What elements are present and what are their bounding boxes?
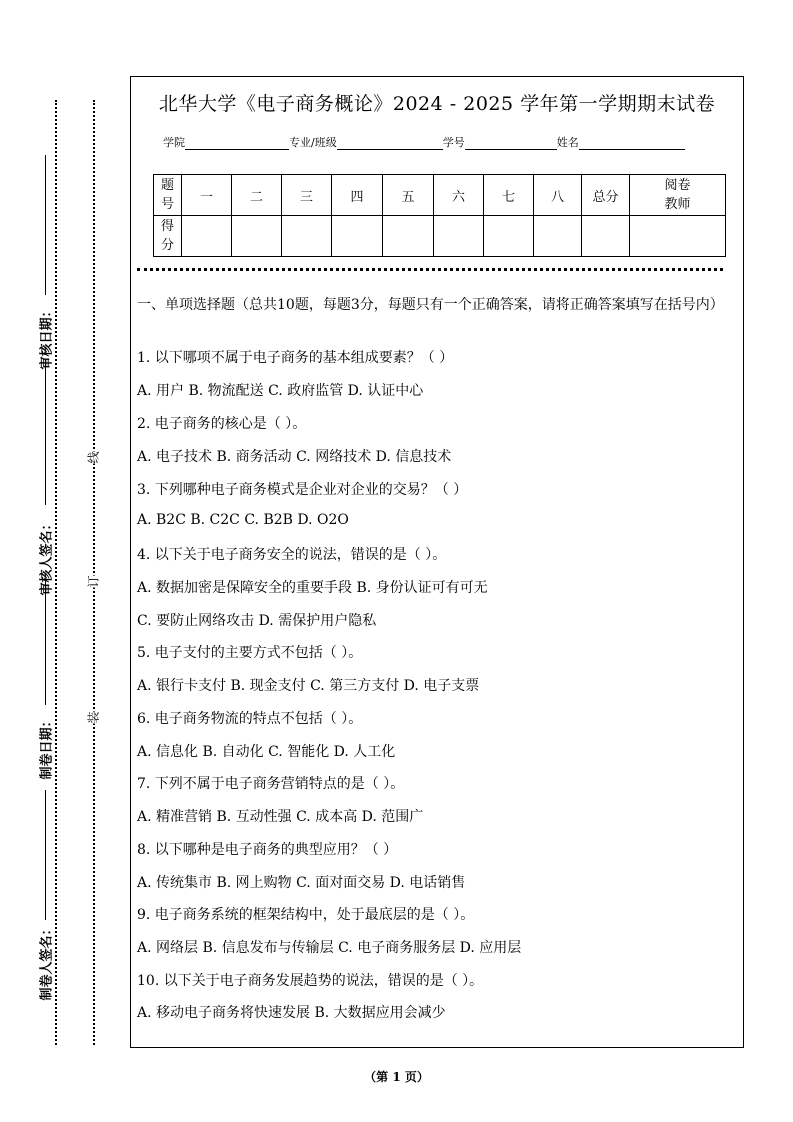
score-cell[interactable] xyxy=(182,216,232,257)
header-divider xyxy=(137,268,723,271)
score-cell[interactable] xyxy=(534,216,582,257)
options-line: A. 移动电子商务将快速发展 B. 大数据应用会减少 xyxy=(137,1005,446,1021)
question-line: 5. 电子支付的主要方式不包括（ ）。 xyxy=(137,645,363,661)
score-cell[interactable] xyxy=(630,216,726,257)
college-label: 学院 xyxy=(163,136,185,149)
score-cell[interactable] xyxy=(282,216,332,257)
score-table xyxy=(153,174,726,257)
binding-char-xian: 线 xyxy=(83,451,104,463)
review-date-label: 审核日期： xyxy=(39,304,55,370)
question-line: 7. 下列不属于电子商务营销特点的是（ ）。 xyxy=(137,776,405,792)
name-blank xyxy=(579,137,685,150)
options-line: A. 精准营销 B. 互动性强 C. 成本高 D. 范围广 xyxy=(137,809,424,825)
paper-maker-signature-blank xyxy=(45,790,46,920)
exam-title: 北华大学《电子商务概论》2024 - 2025 学年第一学期期末试卷 xyxy=(158,93,716,115)
score-cell[interactable] xyxy=(332,216,383,257)
options-line: A. B2C B. C2C C. B2B D. O2O xyxy=(137,512,349,528)
options-line: C. 要防止网络攻击 D. 需保护用户隐私 xyxy=(137,613,377,629)
question-line: 6. 电子商务物流的特点不包括（ ）。 xyxy=(137,711,363,727)
reviewer-signature-label: 审核人签名： xyxy=(39,517,55,596)
student-id-label: 学号 xyxy=(442,136,465,149)
options-line: A. 传统集市 B. 网上购物 C. 面对面交易 D. 电话销售 xyxy=(137,875,466,891)
student-info-line xyxy=(163,134,685,150)
score-cell[interactable] xyxy=(484,216,534,257)
question-line: 9. 电子商务系统的框架结构中，处于最底层的是（ ）。 xyxy=(137,907,475,923)
score-row-label: 得分 xyxy=(154,216,182,257)
options-line: A. 网络层 B. 信息发布与传输层 C. 电子商务服务层 D. 应用层 xyxy=(137,940,522,956)
score-header-cell: 七 xyxy=(484,175,534,216)
score-cell[interactable] xyxy=(434,216,484,257)
question-line: 4. 以下关于电子商务安全的说法，错误的是（ ）。 xyxy=(137,547,447,563)
score-header-cell: 一 xyxy=(182,175,232,216)
exam-frame xyxy=(130,76,744,1048)
score-cell[interactable] xyxy=(582,216,630,257)
score-header-cell: 三 xyxy=(282,175,332,216)
options-line: A. 信息化 B. 自动化 C. 智能化 D. 人工化 xyxy=(137,744,396,760)
score-header-cell: 八 xyxy=(534,175,582,216)
question-line: 1. 以下哪项不属于电子商务的基本组成要素？（ ） xyxy=(137,350,454,366)
score-header-cell: 总分 xyxy=(582,175,630,216)
binding-dotted-line-left xyxy=(55,100,57,1045)
page-number: （第 1 页） xyxy=(364,1070,429,1084)
review-date-blank xyxy=(45,155,46,295)
score-header-cell: 二 xyxy=(232,175,282,216)
score-table-score-row xyxy=(154,216,726,257)
score-header-cell: 四 xyxy=(332,175,383,216)
score-header-cell: 五 xyxy=(383,175,434,216)
options-line: A. 银行卡支付 B. 现金支付 C. 第三方支付 D. 电子支票 xyxy=(137,678,480,694)
paper-date-blank xyxy=(45,580,46,705)
major-class-blank xyxy=(337,137,443,150)
question-line: 3. 下列哪种电子商务模式是企业对企业的交易？（ ） xyxy=(137,482,468,498)
name-label: 姓名 xyxy=(556,136,579,149)
score-cell[interactable] xyxy=(383,216,434,257)
section-1-heading: 一、单项选择题（总共10题，每题3分，每题只有一个正确答案，请将正确答案填写在括号内） xyxy=(137,297,724,313)
score-cell[interactable] xyxy=(232,216,282,257)
score-table-header-row xyxy=(154,175,726,216)
binding-dotted-line-right xyxy=(93,100,95,1045)
college-blank xyxy=(185,137,289,150)
student-id-blank xyxy=(465,137,557,150)
options-line: A. 用户 B. 物流配送 C. 政府监管 D. 认证中心 xyxy=(137,383,424,399)
question-line: 10. 以下关于电子商务发展趋势的说法，错误的是（ ）。 xyxy=(137,973,484,989)
question-line: 2. 电子商务的核心是（ ）。 xyxy=(137,416,307,432)
paper-maker-signature-label: 制卷人签名： xyxy=(39,922,55,1001)
question-line: 8. 以下哪种是电子商务的典型应用？（ ） xyxy=(137,842,398,858)
binding-char-ding: 订 xyxy=(83,575,104,587)
options-line: A. 电子技术 B. 商务活动 C. 网络技术 D. 信息技术 xyxy=(137,449,452,465)
score-header-cell: 六 xyxy=(434,175,484,216)
binding-char-zhuang: 装 xyxy=(83,711,104,723)
score-header-cell: 阅卷教师 xyxy=(630,175,726,216)
reviewer-signature-blank xyxy=(45,360,46,505)
options-line: A. 数据加密是保障安全的重要手段 B. 身份认证可有可无 xyxy=(137,580,488,596)
score-header-cell: 题号 xyxy=(154,175,182,216)
major-class-label: 专业/班级 xyxy=(289,136,337,149)
paper-date-label: 制卷日期： xyxy=(39,714,55,780)
